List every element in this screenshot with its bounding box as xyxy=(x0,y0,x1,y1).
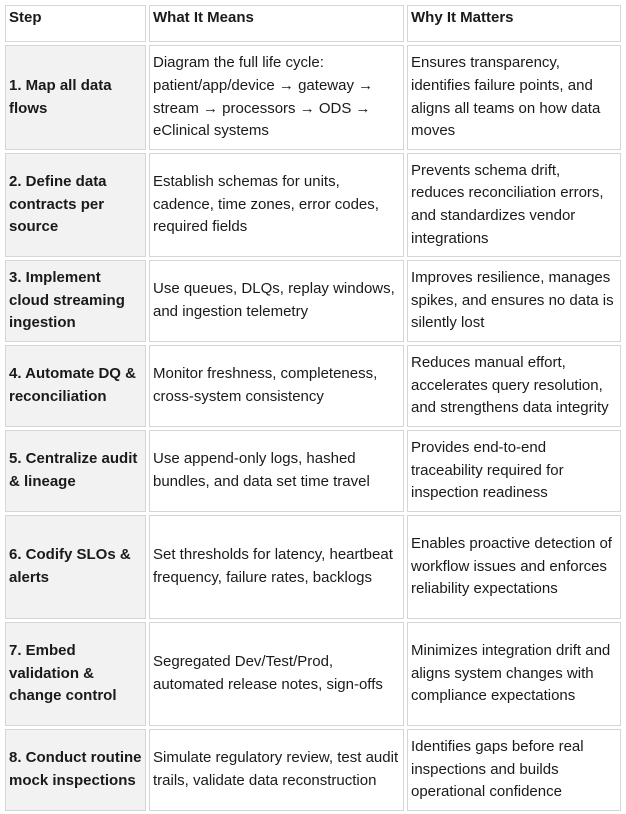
step-cell: 1. Map all data flows xyxy=(5,45,146,150)
table-row xyxy=(5,430,621,512)
what-it-means-cell: Diagram the full life cycle: patient/app/device → gateway → stream → processors → ODS → eClinical systems xyxy=(149,45,404,150)
header-why-it-matters: Why It Matters xyxy=(407,5,621,42)
step-cell: 6. Codify SLOs & alerts xyxy=(5,515,146,619)
step-cell: 2. Define data contracts per source xyxy=(5,153,146,257)
header-what-it-means: What It Means xyxy=(149,5,404,42)
why-it-matters-cell: Enables proactive detection of workflow issues and enforces reliability expectations xyxy=(407,515,621,619)
table-row xyxy=(5,45,621,150)
table-row xyxy=(5,729,621,811)
what-it-means-cell: Monitor freshness, completeness, cross-system consistency xyxy=(149,345,404,427)
step-cell: 8. Conduct routine mock inspections xyxy=(5,729,146,811)
why-it-matters-cell: Minimizes integration drift and aligns system changes with compliance expectations xyxy=(407,622,621,726)
why-it-matters-cell: Improves resilience, manages spikes, and ensures no data is silently lost xyxy=(407,260,621,342)
header-row xyxy=(5,5,621,42)
steps-table xyxy=(2,2,624,814)
table-row xyxy=(5,515,621,619)
what-it-means-cell: Segregated Dev/Test/Prod, automated release notes, sign-offs xyxy=(149,622,404,726)
why-it-matters-cell: Ensures transparency, identifies failure points, and aligns all teams on how data moves xyxy=(407,45,621,150)
what-it-means-cell: Use append-only logs, hashed bundles, and data set time travel xyxy=(149,430,404,512)
why-it-matters-cell: Identifies gaps before real inspections and builds operational confidence xyxy=(407,729,621,811)
table-row xyxy=(5,622,621,726)
step-cell: 3. Implement cloud streaming ingestion xyxy=(5,260,146,342)
what-it-means-cell: Use queues, DLQs, replay windows, and ingestion telemetry xyxy=(149,260,404,342)
why-it-matters-cell: Prevents schema drift, reduces reconciliation errors, and standardizes vendor integrations xyxy=(407,153,621,257)
header-step: Step xyxy=(5,5,146,42)
step-cell: 7. Embed validation & change control xyxy=(5,622,146,726)
why-it-matters-cell: Reduces manual effort, accelerates query resolution, and strengthens data integrity xyxy=(407,345,621,427)
step-cell: 4. Automate DQ & reconciliation xyxy=(5,345,146,427)
what-it-means-cell: Set thresholds for latency, heartbeat frequency, failure rates, backlogs xyxy=(149,515,404,619)
table-row xyxy=(5,345,621,427)
what-it-means-cell: Simulate regulatory review, test audit trails, validate data reconstruction xyxy=(149,729,404,811)
table-row xyxy=(5,260,621,342)
why-it-matters-cell: Provides end-to-end traceability required for inspection readiness xyxy=(407,430,621,512)
step-cell: 5. Centralize audit & lineage xyxy=(5,430,146,512)
table-row xyxy=(5,153,621,257)
what-it-means-cell: Establish schemas for units, cadence, time zones, error codes, required fields xyxy=(149,153,404,257)
